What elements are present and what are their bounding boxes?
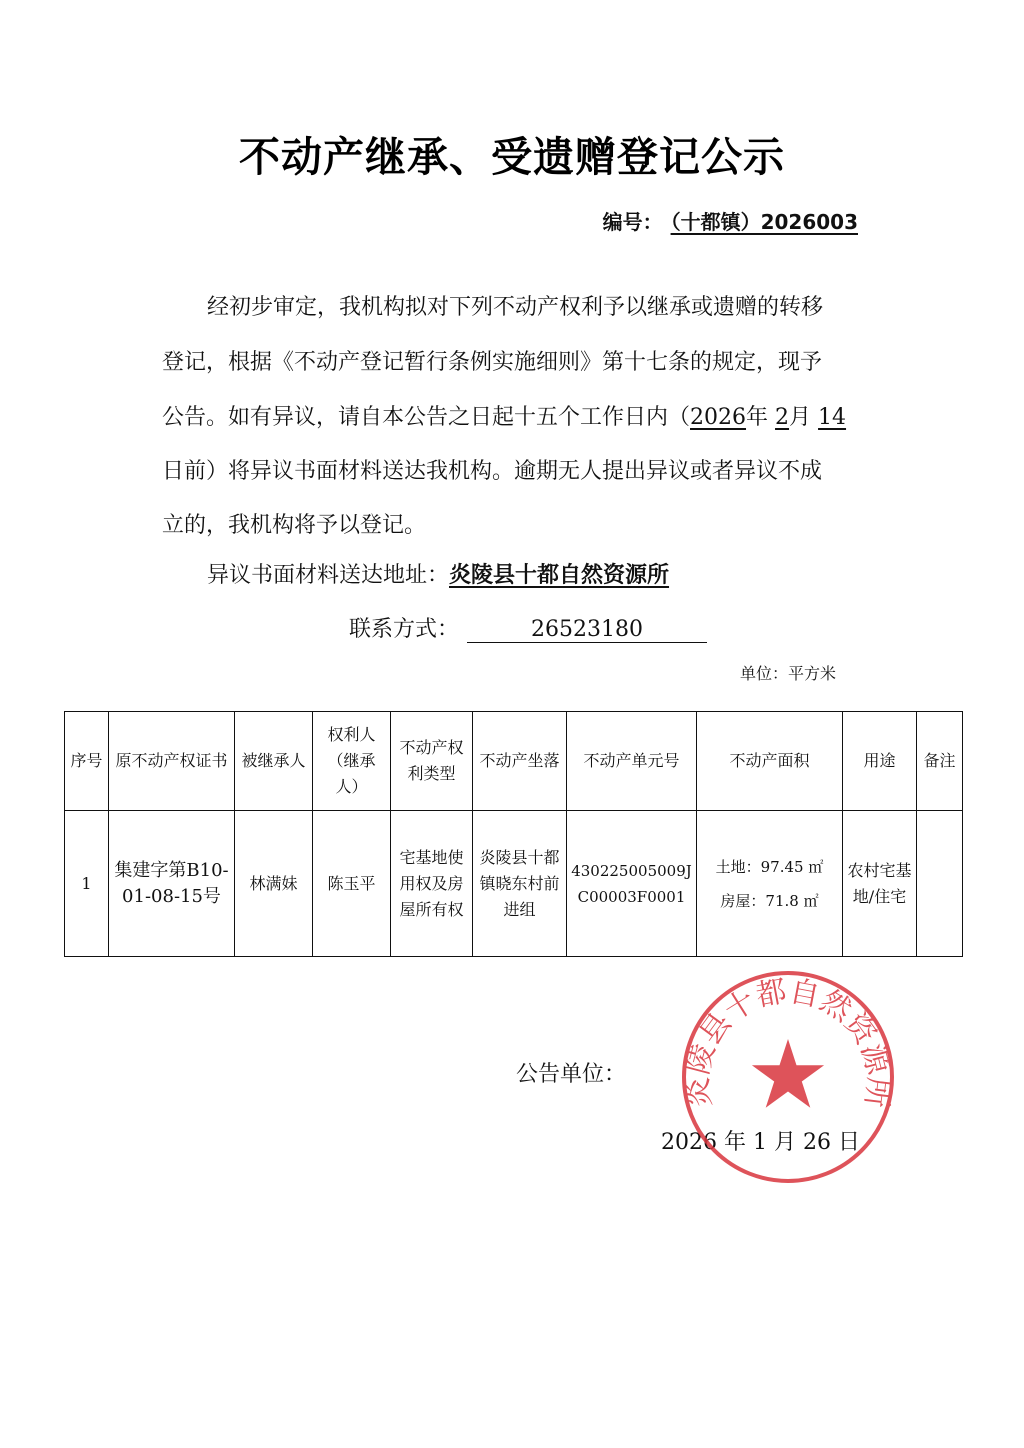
header-cell-seq: 序号 [65, 712, 109, 811]
table-header-row [65, 712, 963, 811]
cell-right-holder: 陈玉平 [313, 811, 391, 957]
unit-note: 单位：平方米 [740, 664, 837, 683]
address-value: 炎陵县十都自然资源所 [449, 562, 670, 588]
header-cell-unit-no: 不动产单元号 [567, 712, 697, 811]
month-char: 月 [789, 405, 812, 430]
contact-value: 26523180 [467, 618, 707, 643]
cell-location: 炎陵县十都镇晓东村前进组 [473, 811, 567, 957]
cell-area: 土地：97.45 ㎡ 房屋：71.8 ㎡ [697, 811, 843, 957]
announcement-date: 2026 年 1 月 26 日 [661, 1130, 860, 1155]
body-line-3-text: 公告。如有异议，请自本公告之日起十五个工作日内（ [162, 405, 691, 430]
document-number [603, 206, 858, 235]
header-cell-right-holder: 权利人（继承人） [313, 712, 391, 811]
table-row [65, 811, 963, 957]
page-title: 不动产继承、受遗赠登记公示 [239, 133, 785, 181]
body-line-3 [162, 400, 846, 431]
header-cell-location: 不动产坐落 [473, 712, 567, 811]
deadline-year: 2026 [690, 405, 747, 430]
cell-unit-no: 430225005009JC00003F0001 [567, 811, 697, 957]
cell-original-cert: 集建字第B10-01-08-15号 [109, 811, 235, 957]
document-number-label: 编号： [602, 210, 663, 234]
announcer-label: 公告单位： [516, 1062, 627, 1087]
header-cell-area: 不动产面积 [697, 712, 843, 811]
official-seal [678, 967, 898, 1187]
document-number-value: （十都镇）2026003 [670, 210, 858, 234]
header-cell-decedent: 被继承人 [235, 712, 313, 811]
body-line-2: 登记，根据《不动产登记暂行条例实施细则》第十七条的规定，现予 [162, 350, 823, 375]
body-line-1: 经初步审定，我机构拟对下列不动产权利予以继承或遗赠的转移 [207, 295, 824, 320]
header-cell-remarks: 备注 [917, 712, 963, 811]
body-line-4: 日前）将异议书面材料送达我机构。逾期无人提出异议或者异议不成 [162, 459, 823, 484]
header-cell-right-type: 不动产权利类型 [391, 712, 473, 811]
cell-decedent: 林满妹 [235, 811, 313, 957]
year-char: 年 [746, 405, 769, 430]
body-line-5: 立的，我机构将予以登记。 [162, 513, 427, 538]
header-cell-usage: 用途 [843, 712, 917, 811]
cell-remarks [917, 811, 963, 957]
objection-address [207, 558, 669, 589]
seal-text-path: 炎陵县十都自然资源所 [679, 973, 897, 1110]
header-cell-original-cert: 原不动产权证书 [109, 712, 235, 811]
cell-right-type: 宅基地使用权及房屋所有权 [391, 811, 473, 957]
registration-table [64, 711, 963, 957]
cell-seq: 1 [65, 811, 109, 957]
contact-info [349, 612, 707, 643]
contact-label: 联系方式： [349, 617, 460, 642]
deadline-month: 2 [775, 405, 790, 430]
seal-star-icon [752, 1039, 824, 1108]
deadline-day: 14 [818, 405, 847, 430]
cell-usage: 农村宅基地/住宅 [843, 811, 917, 957]
address-label: 异议书面材料送达地址： [207, 563, 450, 588]
